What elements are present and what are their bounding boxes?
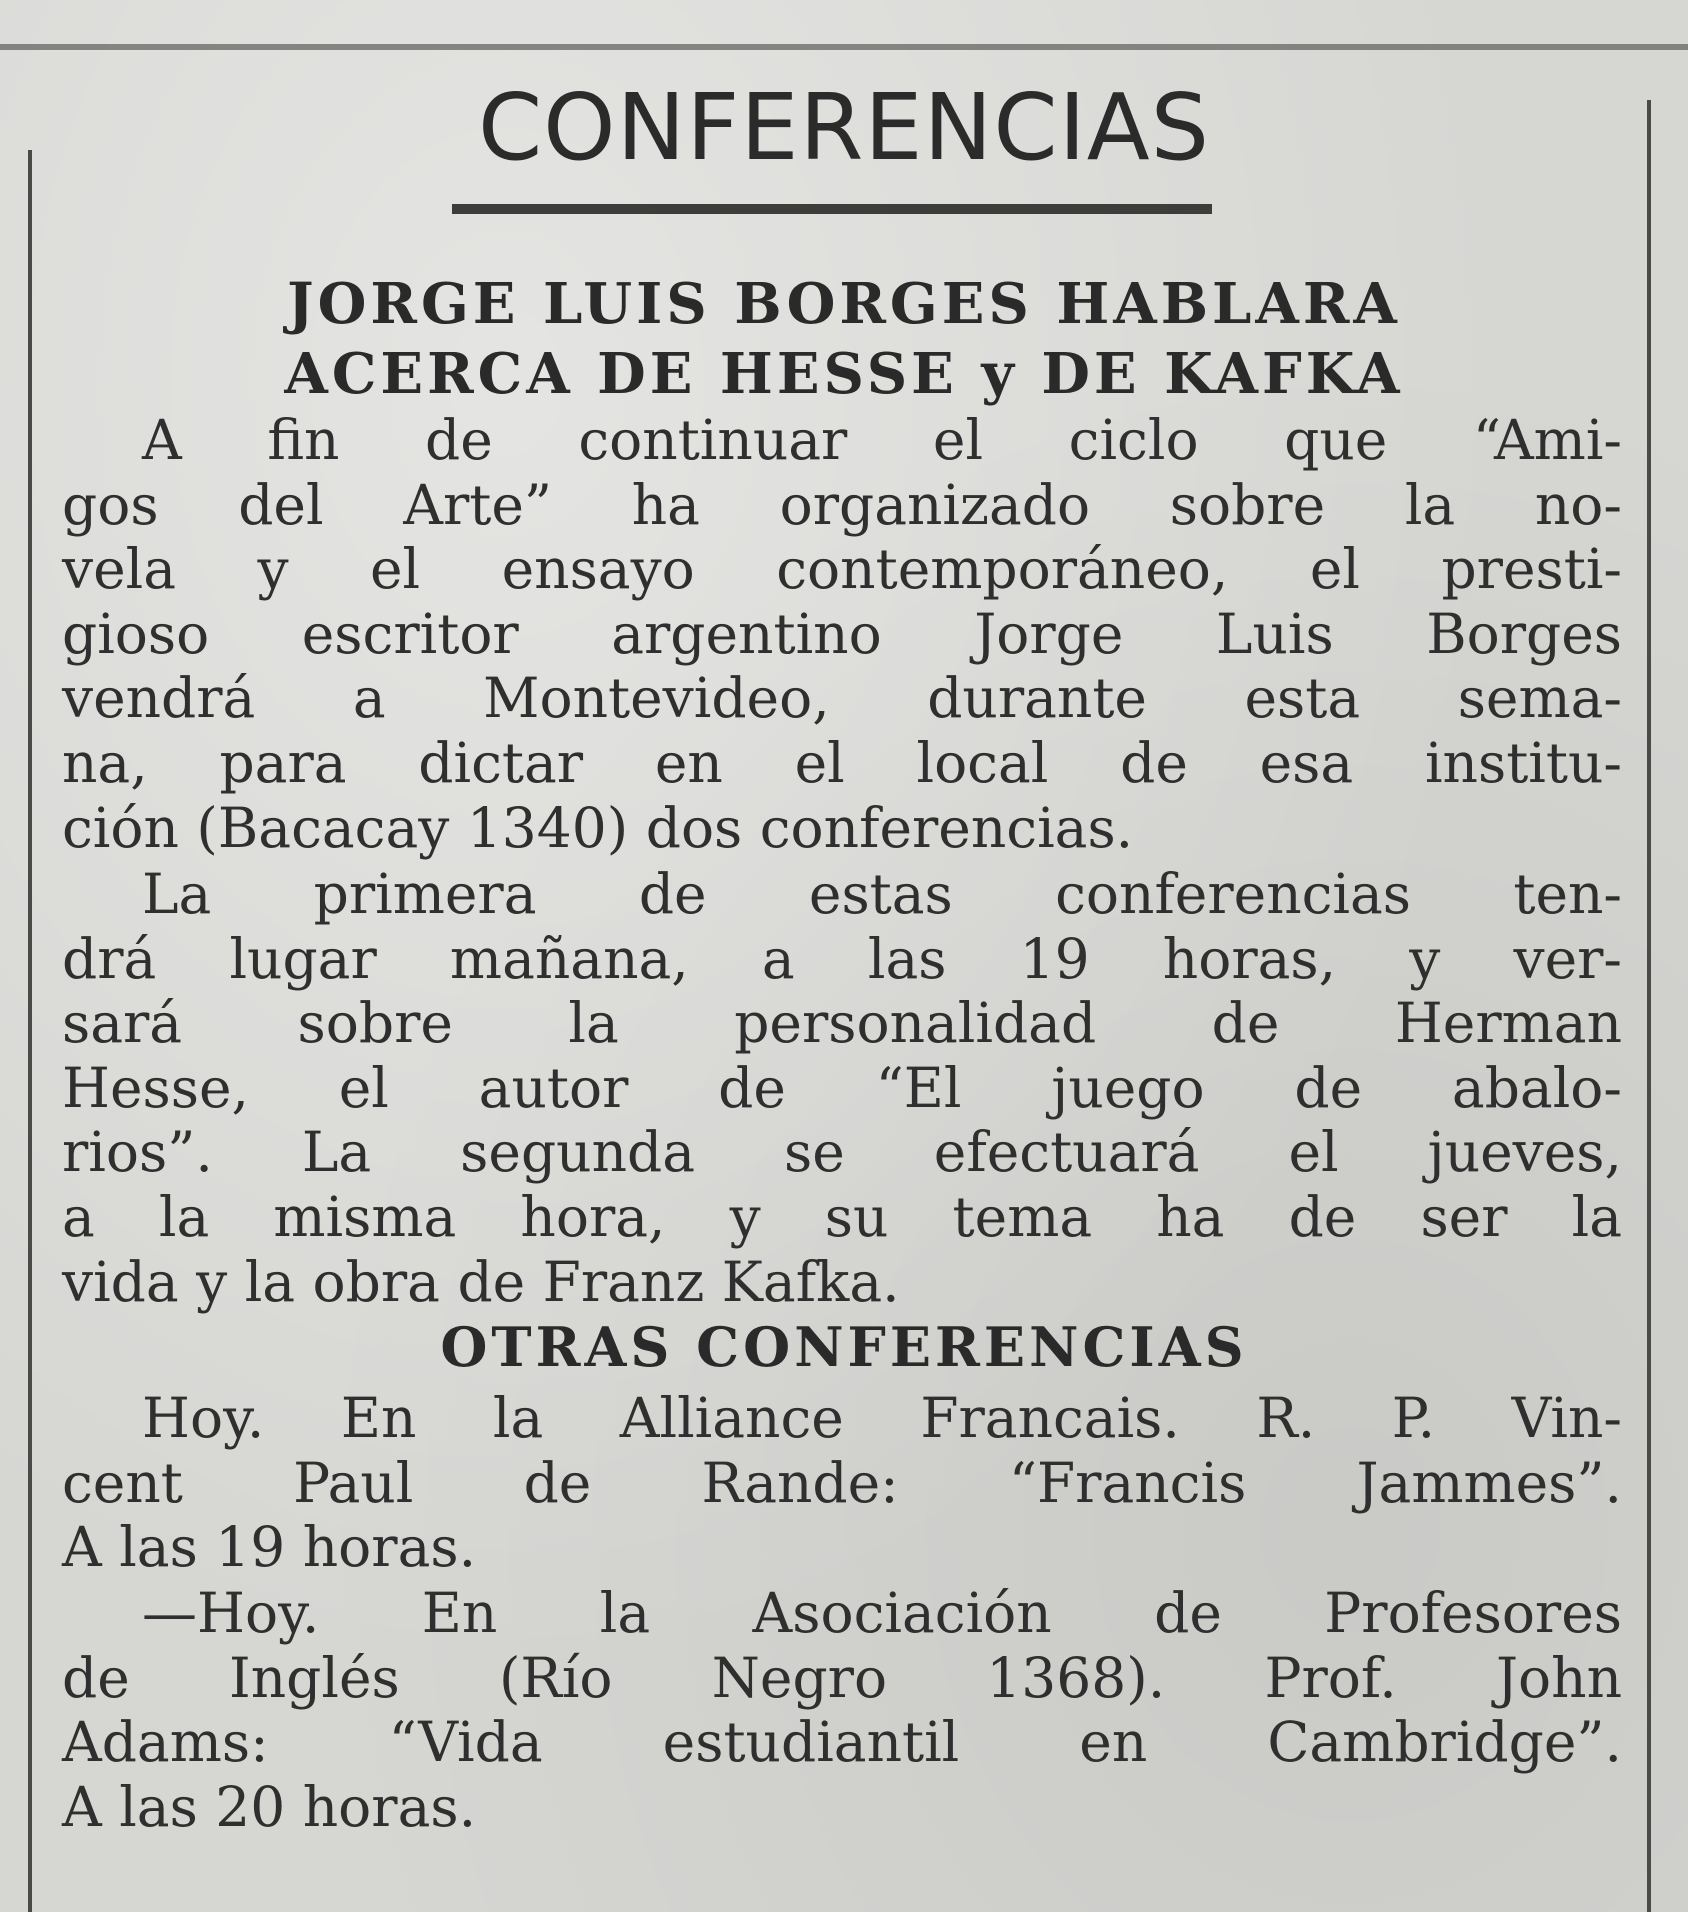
- paragraph-line: cent Paul de Rande: “Francis Jammes”.: [62, 1450, 1622, 1515]
- paragraph-line: Hesse, el autor de “El juego de abalo-: [62, 1055, 1622, 1120]
- paragraph-line: A las 19 horas.: [62, 1515, 477, 1580]
- paragraph-line: sará sobre la personalidad de Herman: [62, 991, 1622, 1056]
- paragraph-line: ción (Bacacay 1340) dos conferencias.: [62, 795, 1134, 860]
- article-paragraph-2: [62, 862, 1622, 1314]
- listing-paragraph-2: [62, 1581, 1622, 1839]
- paragraph-line: gioso escritor argentino Jorge Luis Borges: [62, 601, 1622, 666]
- paragraph-line: A fin de continuar el ciclo que “Ami-: [142, 408, 1622, 472]
- paragraph-line: vida y la obra de Franz Kafka.: [62, 1249, 900, 1314]
- article-paragraph-1: [62, 408, 1622, 860]
- paragraph-line: A las 20 horas.: [62, 1774, 477, 1839]
- paragraph-line: Hoy. En la Alliance Francais. R. P. Vin-: [142, 1386, 1622, 1450]
- headline-line-2: ACERCA DE HESSE y DE KAFKA: [284, 341, 1404, 407]
- paragraph-line: de Inglés (Río Negro 1368). Prof. John: [62, 1645, 1622, 1710]
- paragraph-line: Adams: “Vida estudiantil en Cambridge”.: [62, 1710, 1622, 1775]
- subheadline: OTRAS CONFERENCIAS: [440, 1315, 1248, 1379]
- paragraph-line: a la misma hora, y su tema ha de ser la: [62, 1184, 1622, 1249]
- paragraph-line: na, para dictar en el local de esa institu-: [62, 730, 1622, 795]
- paragraph-line: rios”. La segunda se efectuará el jueves,: [62, 1120, 1622, 1185]
- paragraph-line: La primera de estas conferencias ten-: [142, 862, 1622, 926]
- paragraph-line: gos del Arte” ha organizado sobre la no-: [62, 472, 1622, 537]
- listing-paragraph-1: [62, 1386, 1622, 1580]
- column-rule-left: [28, 150, 32, 1912]
- paragraph-line: vela y el ensayo contemporáneo, el presti-: [62, 537, 1622, 602]
- paragraph-line: drá lugar mañana, a las 19 horas, y ver-: [62, 926, 1622, 991]
- paragraph-line: —Hoy. En la Asociación de Profesores: [142, 1581, 1622, 1645]
- column-rule-right: [1647, 100, 1651, 1912]
- headline-line-1: JORGE LUIS BORGES HABLARA: [287, 271, 1401, 337]
- paragraph-line: vendrá a Montevideo, durante esta sema-: [62, 666, 1622, 731]
- section-title: CONFERENCIAS: [477, 74, 1211, 181]
- title-underline: [452, 204, 1212, 214]
- top-rule: [0, 44, 1688, 50]
